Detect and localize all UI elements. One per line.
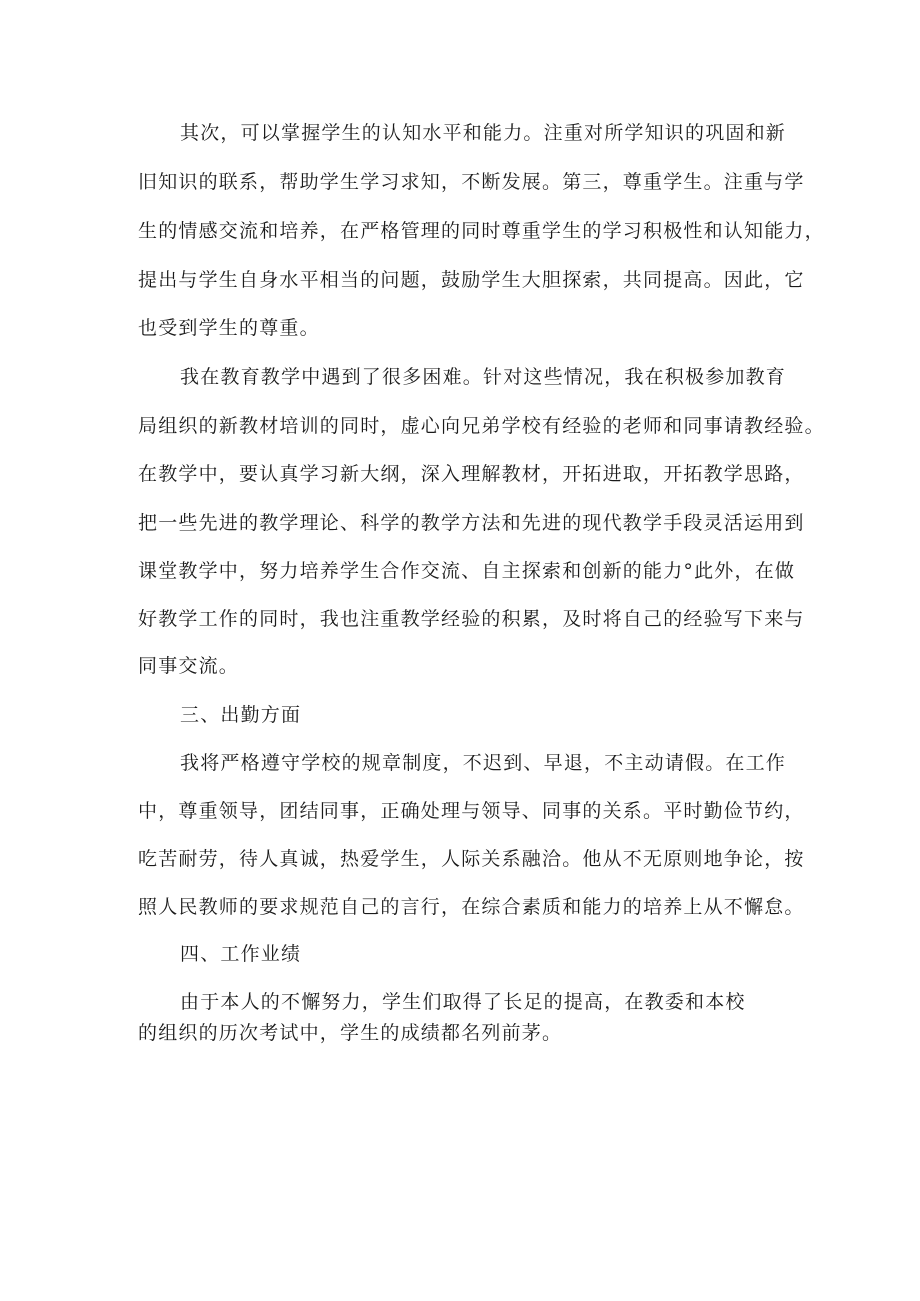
- paragraph-2-line-5: 课堂教学中，努力培养学生合作交流、自主探索和创新的能力°此外，在做: [138, 560, 796, 582]
- paragraph-1-line-3: 生的情感交流和培养，在严格管理的同时尊重学生的学习积极性和认知能力，: [138, 220, 825, 242]
- paragraph-2-line-7: 同事交流。: [138, 655, 240, 677]
- section-heading-attendance: 三、出勤方面: [180, 704, 302, 726]
- paragraph-1-line-4: 提出与学生自身水平相当的问题，鼓励学生大胆探索，共同提高。因此，它: [138, 269, 805, 291]
- paragraph-4-line-1: 由于本人的不懈努力，学生们取得了长足的提高，在教委和本校: [180, 991, 746, 1013]
- paragraph-3-line-2: 中，尊重领导，团结同事，正确处理与领导、同事的关系。平时勤俭节约，: [138, 800, 805, 822]
- paragraph-3-line-1: 我将严格遵守学校的规章制度，不迟到、早退，不主动请假。在工作: [180, 752, 787, 774]
- paragraph-2-line-1: 我在教育教学中遇到了很多困难。针对这些情况，我在积极参加教育: [180, 366, 787, 388]
- paragraph-3-line-4: 照人民教师的要求规范自己的言行，在综合素质和能力的培养上从不懈怠。: [138, 896, 805, 918]
- paragraph-4-line-2: 的组织的历次考试中，学生的成绩都名列前茅。: [138, 1022, 563, 1044]
- paragraph-1-line-1: 其次，可以掌握学生的认知水平和能力。注重对所学知识的巩固和新: [180, 122, 787, 144]
- paragraph-2-line-4: 把一些先进的教学理论、科学的教学方法和先进的现代教学手段灵活运用到: [138, 512, 805, 534]
- paragraph-1-line-5: 也受到学生的尊重。: [138, 317, 320, 339]
- section-heading-achievements: 四、工作业绩: [180, 943, 302, 965]
- paragraph-2-line-6: 好教学工作的同时，我也注重教学经验的积累，及时将自己的经验写下来与: [138, 608, 805, 630]
- paragraph-1-line-2: 旧知识的联系，帮助学生学习求知，不断发展。第三，尊重学生。注重与学: [138, 171, 805, 193]
- paragraph-2-line-3: 在教学中，要认真学习新大纲，深入理解教材，开拓进取，开拓教学思路，: [138, 463, 805, 485]
- paragraph-3-line-3: 吃苦耐劳，待人真诚，热爱学生，人际关系融洽。他从不无原则地争论，按: [138, 848, 805, 870]
- paragraph-2-line-2: 局组织的新教材培训的同时，虚心向兄弟学校有经验的老师和同事请教经验。: [138, 415, 825, 437]
